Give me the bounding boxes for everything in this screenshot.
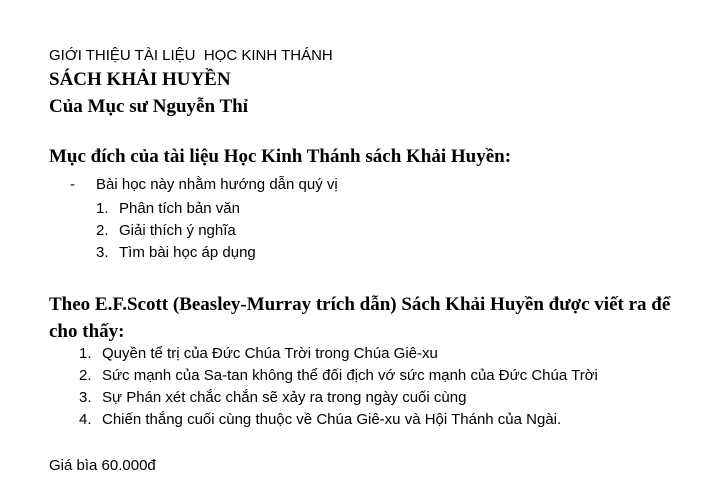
scott-heading: Theo E.F.Scott (Beasley-Murray trích dẫn) Sách Khải Huyền được viết ra để cho thấy: — [49, 294, 671, 342]
list-item — [96, 198, 256, 220]
author-line: Của Mục sư Nguyễn Thỉ — [49, 96, 248, 117]
list-text: Chiến thắng cuối cùng thuộc về Chúa Giê-xu và Hội Thánh của Ngài. — [102, 411, 562, 428]
list-number: 3. — [79, 389, 92, 406]
list-item — [96, 242, 256, 264]
list-item — [79, 365, 598, 387]
list-text: Giải thích ý nghĩa — [119, 222, 236, 239]
list-text: Quyền tể trị của Đức Chúa Trời trong Chúa Giê-xu — [102, 345, 438, 362]
list-number: 1. — [96, 200, 109, 217]
list-text: Sự Phán xét chắc chắn sẽ xảy ra trong ngày cuối cùng — [102, 389, 467, 406]
list-text: Tìm bài học áp dụng — [119, 244, 256, 261]
price-label: Giá bìa 60.000đ — [49, 457, 156, 474]
list-item — [79, 387, 598, 409]
list-item — [96, 220, 256, 242]
list-number: 2. — [79, 367, 92, 384]
intro-line: GIỚI THIỆU TÀI LIỆU HỌC KINH THÁNH — [49, 47, 333, 64]
list-item — [79, 409, 598, 431]
list-text: Phân tích bản văn — [119, 200, 240, 217]
list-item — [79, 343, 598, 365]
list-number: 3. — [96, 244, 109, 261]
scott-points-list — [79, 343, 598, 431]
book-title: SÁCH KHẢI HUYỀN — [49, 69, 231, 90]
list-number: 1. — [79, 345, 92, 362]
bullet-dash: - — [70, 176, 75, 193]
purpose-bullet — [70, 176, 338, 193]
purpose-steps-list — [96, 198, 256, 264]
bullet-text: Bài học này nhằm hướng dẫn quý vị — [96, 176, 338, 193]
list-text: Sức mạnh của Sa-tan không thể đối địch vớ sức mạnh của Đức Chúa Trời — [102, 367, 598, 384]
list-number: 4. — [79, 411, 92, 428]
purpose-heading: Mục đích của tài liệu Học Kinh Thánh sách Khải Huyền: — [49, 146, 512, 167]
list-number: 2. — [96, 222, 109, 239]
